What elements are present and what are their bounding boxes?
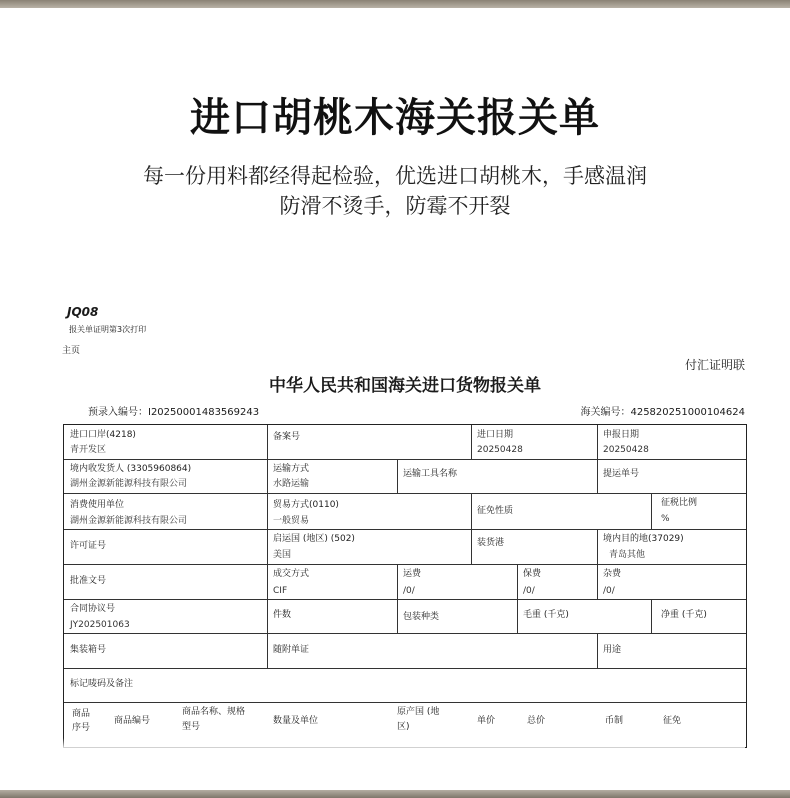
- forex-copy-label: 付汇证明联: [684, 358, 745, 372]
- origin-country-value: 美国: [273, 550, 292, 560]
- subtitle-line-2: 防滑不烫手，防霉不开裂: [279, 194, 511, 218]
- origin-country-header-l1: 原产国 (地: [397, 707, 440, 717]
- page-headline: 进口胡桃木海关报关单: [190, 95, 600, 141]
- gross-weight-label: 毛重 (千克): [523, 610, 569, 620]
- customs-number: 海关编号：425820251000104624: [580, 407, 745, 418]
- trade-terms-label: 成交方式: [273, 569, 310, 579]
- commodity-name-header-l2: 型号: [182, 722, 201, 732]
- consumer-unit-value: 湖州金源新能源科技有限公司: [70, 516, 188, 526]
- tax-ratio-value: %: [661, 514, 670, 524]
- container-number-label: 集装箱号: [70, 645, 107, 655]
- origin-country-label: 启运国 (地区) (502): [273, 534, 355, 544]
- attached-documents-label: 随附单证: [273, 645, 310, 655]
- record-number-label: 备案号: [273, 432, 301, 442]
- consignee-value: 湖州金源新能源科技有限公司: [70, 479, 188, 489]
- trade-mode-label: 贸易方式(0110): [273, 500, 339, 510]
- misc-fees-value: /0/: [603, 586, 615, 596]
- customs-declaration-document: [55, 298, 755, 778]
- document-fade: [63, 738, 745, 758]
- print-note: 报关单证明第3次打印: [69, 325, 147, 334]
- trade-terms-value: CIF: [273, 586, 288, 596]
- trade-mode-value: 一般贸易: [273, 516, 310, 526]
- declaration-grid: [63, 424, 747, 748]
- transport-mode-value: 水路运输: [273, 479, 310, 489]
- import-date-label: 进口日期: [477, 430, 514, 440]
- quantity-unit-header: 数量及单位: [273, 716, 319, 726]
- bottom-border-strip: [0, 790, 790, 798]
- top-border-strip: [0, 0, 790, 8]
- domestic-destination-label: 境内目的地(37029): [603, 534, 684, 544]
- declare-date-value: 20250428: [603, 445, 649, 455]
- consumer-unit-label: 消费使用单位: [70, 500, 125, 510]
- misc-fees-label: 杂费: [603, 569, 622, 579]
- consignee-label: 境内收发货人 (3305960864): [70, 464, 192, 474]
- import-date-value: 20250428: [477, 445, 523, 455]
- document-title: 中华人民共和国海关进口货物报关单: [269, 376, 541, 396]
- home-link[interactable]: 主页: [62, 346, 81, 356]
- freight-label: 运费: [403, 569, 422, 579]
- total-price-header: 总价: [527, 716, 546, 726]
- pieces-label: 件数: [273, 610, 292, 620]
- purpose-label: 用途: [603, 645, 622, 655]
- pre-entry-number: 预录入编号：I20250001483569243: [88, 407, 260, 418]
- marks-remarks-label: 标记唛码及备注: [70, 679, 134, 689]
- subtitle-line-1: 每一份用料都经得起检验，优选进口胡桃木，手感温润: [143, 164, 647, 188]
- item-no-header-l1: 商品: [72, 709, 91, 719]
- bill-of-lading-label: 提运单号: [603, 469, 640, 479]
- insurance-value: /0/: [523, 586, 535, 596]
- approval-number-label: 批准文号: [70, 576, 107, 586]
- insurance-label: 保费: [523, 569, 542, 579]
- levy-nature-label: 征免性质: [477, 506, 514, 516]
- commodity-name-header-l1: 商品名称、规格: [182, 707, 246, 717]
- commodity-code-header: 商品编号: [114, 716, 151, 726]
- exemption-header: 征免: [663, 716, 682, 726]
- loading-port-label: 装货港: [477, 538, 505, 548]
- transport-mode-label: 运输方式: [273, 464, 310, 474]
- vessel-name-label: 运输工具名称: [403, 469, 458, 479]
- net-weight-label: 净重 (千克): [661, 610, 707, 620]
- contract-number-label: 合同协议号: [70, 604, 116, 614]
- item-no-header-l2: 序号: [72, 723, 91, 733]
- currency-header: 币制: [605, 716, 624, 726]
- declare-date-label: 申报日期: [603, 430, 640, 440]
- import-port-label: 进口口岸(4218): [70, 430, 136, 440]
- freight-value: /0/: [403, 586, 415, 596]
- tax-ratio-label: 征税比例: [661, 498, 698, 508]
- origin-country-header-l2: 区): [397, 722, 410, 732]
- import-port-value: 青开发区: [70, 445, 107, 455]
- packing-type-label: 包装种类: [403, 612, 440, 622]
- contract-number-value: JY202501063: [70, 620, 130, 630]
- domestic-destination-value: 青岛其他: [609, 550, 646, 560]
- form-code: JQ08: [67, 305, 99, 319]
- unit-price-header: 单价: [477, 716, 496, 726]
- license-number-label: 许可证号: [70, 541, 107, 551]
